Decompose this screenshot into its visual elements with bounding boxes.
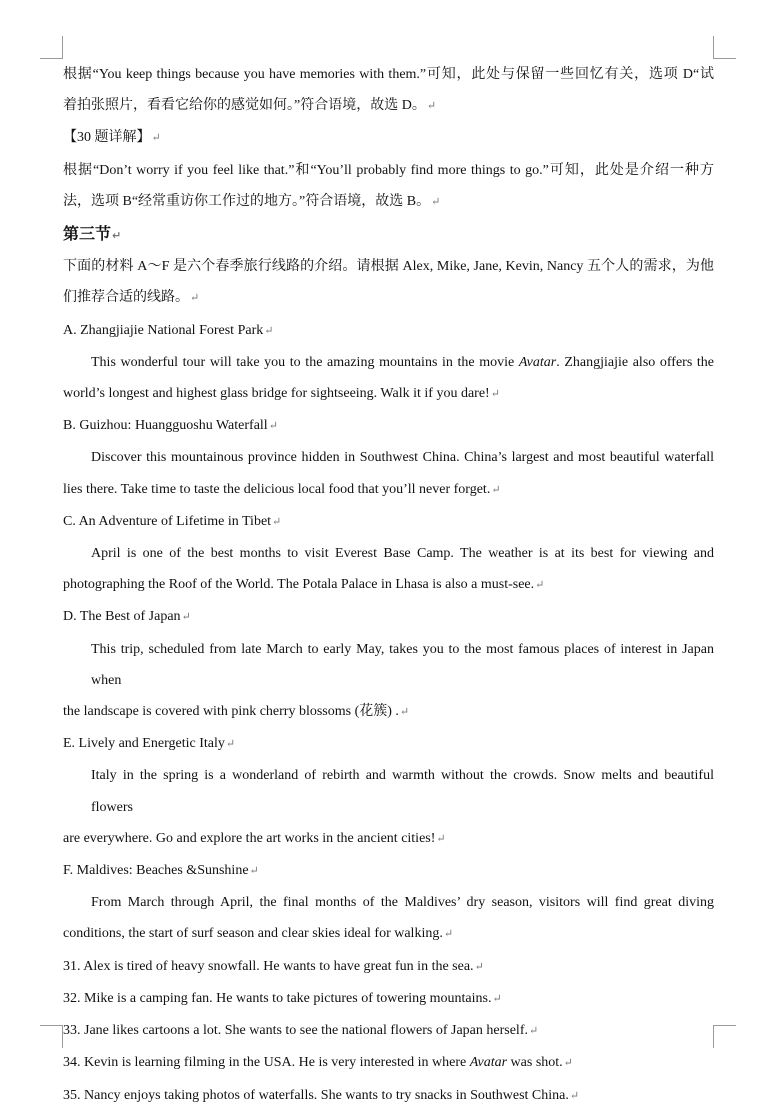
paragraph-mark: ↵	[272, 515, 282, 528]
paragraph-mark: ↵	[491, 483, 501, 496]
movie-title: Avatar	[518, 354, 557, 370]
paragraph-mark: ↵	[535, 579, 545, 592]
question-34: 34. Kevin is learning filming in the USA. He is very interested in where Avatar was shot.↵	[63, 1055, 573, 1071]
paragraph-mark: ↵	[225, 738, 236, 751]
option-c-line-2: photographing the Roof of the World. The Potala Palace in Lhasa is also a must-see.↵	[63, 577, 545, 593]
option-e-title: E. Lively and Energetic Italy↵	[63, 736, 236, 752]
option-b-line-2: lies there. Take time to taste the delicious local food that you’ll never forget.↵	[63, 481, 501, 497]
paragraph-mark: ↵	[492, 992, 502, 1005]
page-corner-mark-bottom-left	[40, 1025, 63, 1048]
option-d-line-2: the landscape is covered with pink cherry blossoms (花簇) .↵	[63, 704, 410, 720]
page-corner-mark-top-left	[40, 36, 63, 59]
option-f-title: F. Maldives: Beaches &Sunshine↵	[63, 863, 259, 879]
paragraph-mark: ↵	[490, 388, 500, 401]
paragraph-mark: ↵	[190, 292, 200, 305]
instructions-line-1: 下面的材料 A～F 是六个春季旅行线路的介绍。请根据 Alex, Mike, Jane, Kevin, Nancy 五个人的需求，为他	[63, 259, 714, 275]
paragraph-mark: ↵	[431, 195, 441, 208]
option-e-line-2: are everywhere. Go and explore the art works in the ancient cities!↵	[63, 830, 446, 846]
question-35: 35. Nancy enjoys taking photos of waterfalls. She wants to try snacks in Southwest China.↵	[63, 1087, 580, 1103]
paragraph-mark: ↵	[268, 420, 278, 433]
paragraph-mark: ↵	[399, 706, 410, 719]
paragraph-mark: ↵	[443, 928, 454, 941]
paragraph-mark: ↵	[249, 865, 259, 878]
question-32: 32. Mike is a camping fan. He wants to take pictures of towering mountains.↵	[63, 990, 502, 1006]
paragraph-mark: ↵	[436, 832, 446, 845]
q29-explanation-line-2: 着拍张照片，看看它给你的感觉如何。”符合语境，故选 D。↵	[63, 98, 437, 114]
q30-explanation-line-2: 法，选项 B“经常重访你工作过的地方。”符合语境，故选 B。↵	[63, 193, 441, 209]
paragraph-mark: ↵	[474, 960, 484, 973]
paragraph-mark: ↵	[569, 1089, 580, 1102]
q30-heading: 【30 题详解】↵	[63, 130, 161, 146]
paragraph-mark: ↵	[528, 1025, 539, 1038]
option-e-line-1: Italy in the spring is a wonderland of rebirth and warmth without the crowds. Snow melts and beautiful flowers	[91, 768, 714, 815]
paragraph-mark: ↵	[264, 324, 274, 337]
q30-explanation-line-1: 根据“Don’t worry if you feel like that.”和“You’ll probably find more things to go.”可知，此处是介绍一种方	[63, 162, 714, 178]
question-31: 31. Alex is tired of heavy snowfall. He wants to have great fun in the sea.↵	[63, 958, 484, 974]
instructions-line-2: 们推荐合适的线路。↵	[63, 290, 200, 306]
option-f-line-2: conditions, the start of surf season and clear skies ideal for walking.↵	[63, 926, 454, 942]
option-a-title: A. Zhangjiajie National Forest Park↵	[63, 322, 274, 338]
q29-explanation-line-1: 根据“You keep things because you have memories with them.”可知，此处与保留一些回忆有关，选项 D“试	[63, 67, 714, 82]
option-a-line-2: world’s longest and highest glass bridge for sightseeing. Walk it if you dare!↵	[63, 386, 500, 402]
option-a-line-1: This wonderful tour will take you to the amazing mountains in the movie Avatar. Zhangjiajie also offers the	[91, 354, 714, 370]
option-d-line-1: This trip, scheduled from late March to early May, takes you to the most famous places of interest in Japan when	[91, 641, 714, 688]
section-heading: 第三节↵	[63, 224, 122, 244]
paragraph-mark: ↵	[112, 229, 122, 243]
option-b-line-1: Discover this mountainous province hidden in Southwest China. China’s largest and most beautiful waterfall	[91, 450, 714, 466]
option-b-title: B. Guizhou: Huangguoshu Waterfall↵	[63, 418, 278, 434]
document-page	[63, 59, 714, 1112]
option-c-title: C. An Adventure of Lifetime in Tibet↵	[63, 513, 282, 529]
option-f-line-1: From March through April, the final months of the Maldives’ dry season, visitors will find great diving	[91, 895, 714, 911]
paragraph-mark: ↵	[181, 611, 191, 624]
movie-title: Avatar	[469, 1055, 508, 1071]
paragraph-mark: ↵	[426, 100, 437, 113]
page-corner-mark-bottom-right	[713, 1025, 736, 1048]
option-c-line-1: April is one of the best months to visit Everest Base Camp. The weather is at its best for viewing and	[91, 546, 714, 562]
question-33: 33. Jane likes cartoons a lot. She wants to see the national flowers of Japan herself.↵	[63, 1023, 539, 1039]
paragraph-mark: ↵	[151, 132, 161, 145]
option-d-title: D. The Best of Japan↵	[63, 609, 191, 625]
page-corner-mark-top-right	[713, 36, 736, 59]
paragraph-mark: ↵	[563, 1057, 573, 1070]
